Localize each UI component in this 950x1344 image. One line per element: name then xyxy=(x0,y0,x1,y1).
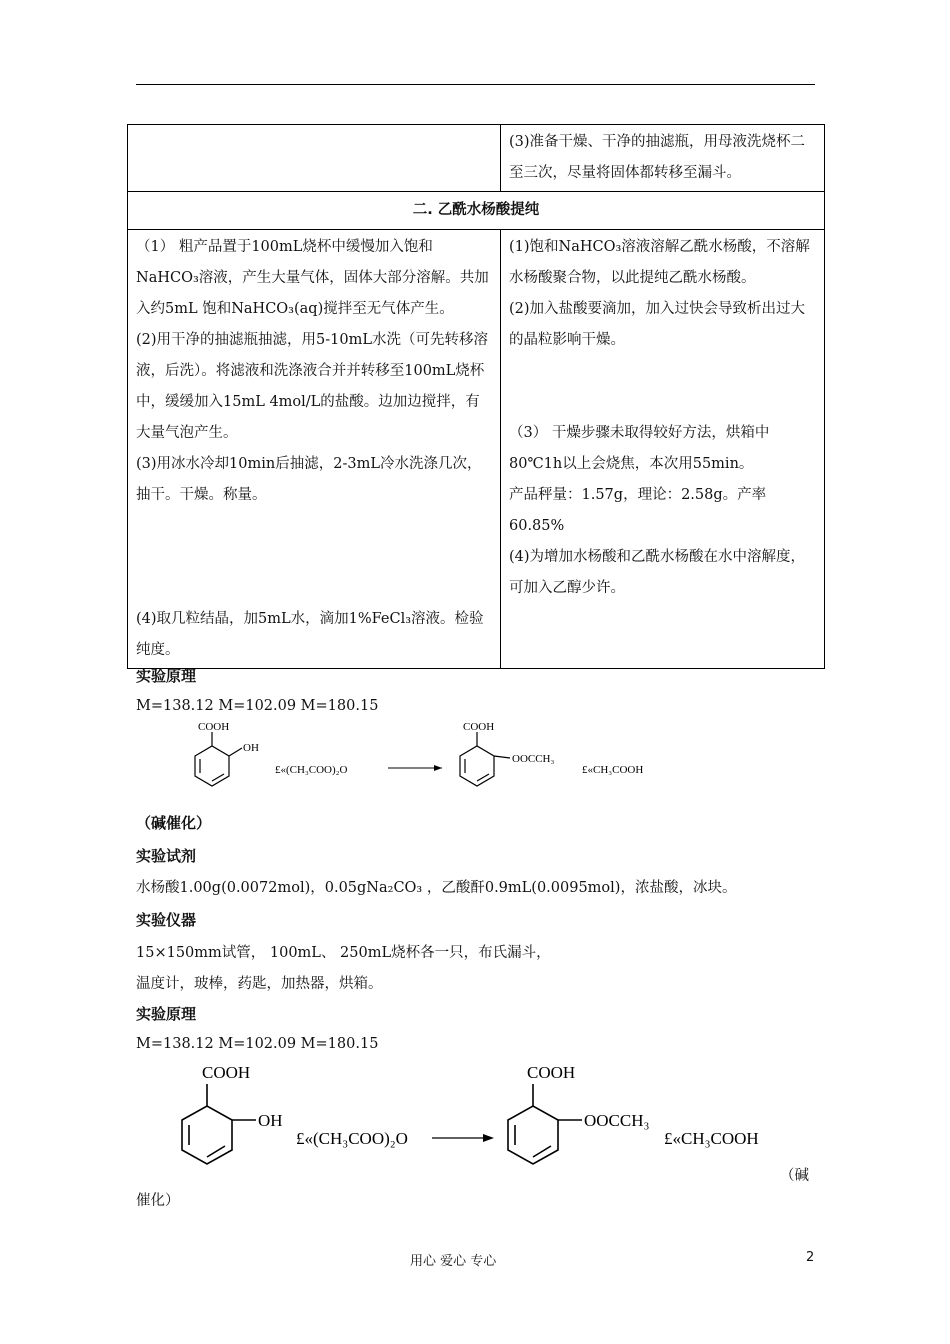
table-cell-left xyxy=(128,230,501,669)
footer-motto: 用心 爱心 专心 xyxy=(410,1254,497,1269)
note-1-text: (1)饱和NaHCO₃溶液溶解乙酰水杨酸，不溶解水杨酸聚合物，以此提纯乙酰水杨酸。 xyxy=(509,239,810,286)
reagent-label: £«(CH₃COO)₂O xyxy=(275,764,348,776)
salicylic-acid-structure xyxy=(195,721,259,786)
molar-mass-line: M=138.12 M=102.09 M=180.15 xyxy=(136,698,379,714)
page-number: 2 xyxy=(806,1250,815,1265)
catalyst-note-2a: （碱 xyxy=(780,1168,809,1184)
cooh-label: COOH xyxy=(198,721,230,733)
aspirin-structure xyxy=(460,721,555,786)
cooh-label: COOH xyxy=(527,1063,576,1082)
table-cell-empty xyxy=(128,125,501,192)
procedure-table xyxy=(127,124,825,669)
step-2-text: (2)用干净的抽滤瓶抽滤，用5-10mL水洗（可先转移溶液，后洗）。将滤液和洗涤液合并并转移至100mL烧杯中，缓缓加入15mL 4mol/L的盐酸。边加边搅拌，有大量气泡产生。 xyxy=(136,332,488,441)
principle-heading-2: 实验原理 xyxy=(136,1005,197,1023)
note-3-text: （3） 干燥步骤未取得较好方法，烘箱中80℃1h以上会烧焦，本次用55min。 xyxy=(509,425,770,472)
byproduct-label: £«CH₃COOH xyxy=(582,764,644,776)
reagents-heading: 实验试剂 xyxy=(136,847,197,865)
arrow-icon xyxy=(483,1134,494,1142)
note-2-text: (2)加入盐酸要滴加，加入过快会导致析出过大的晶粒影响干燥。 xyxy=(509,301,806,348)
reaction-scheme-small xyxy=(170,718,690,798)
instruments-line-2: 温度计，玻棒，药匙，加热器，烘箱。 xyxy=(136,976,383,992)
cooh-label: COOH xyxy=(463,721,495,733)
cooh-label: COOH xyxy=(202,1063,251,1082)
section-title: 二. 乙酰水杨酸提纯 xyxy=(128,192,825,230)
catalyst-note: （碱催化） xyxy=(136,814,212,832)
principle-heading: 实验原理 xyxy=(136,667,197,685)
note-4-text: (4)为增加水杨酸和乙酰水杨酸在水中溶解度，可加入乙醇少许。 xyxy=(509,549,806,596)
arrow-icon xyxy=(434,765,442,771)
byproduct-label: £«CH₃COOH xyxy=(664,1129,759,1148)
salicylic-acid-structure xyxy=(182,1063,283,1164)
table-row xyxy=(128,230,825,669)
oh-label: OH xyxy=(243,742,259,754)
reaction-scheme-large xyxy=(170,1058,810,1178)
step-3-text: (3)用冰水冷却10min后抽滤，2-3mL冷水洗涤几次，抽干。干燥。称量。 xyxy=(136,456,482,503)
molar-mass-line-2: M=138.12 M=102.09 M=180.15 xyxy=(136,1036,379,1052)
reagent-label: £«(CH₃COO)₂O xyxy=(296,1129,408,1148)
table-row xyxy=(128,125,825,192)
table-cell xyxy=(501,125,825,192)
table-cell-right xyxy=(501,230,825,669)
instruments-line-1: 15×150mm试管， 100mL、 250mL烧杯各一只，布氏漏斗， xyxy=(136,945,551,961)
aspirin-structure xyxy=(508,1063,650,1164)
step-1-text: （1） 粗产品置于100mL烧杯中缓慢加入饱和NaHCO₃溶液，产生大量气体，固体大部分溶解。共加入约5mL 饱和NaHCO₃(aq)搅拌至无气体产生。 xyxy=(136,239,489,317)
oh-label: OH xyxy=(258,1111,283,1130)
yield-text: 产品秤量：1.57g，理论：2.58g。产率60.85% xyxy=(509,487,767,534)
instruments-heading: 实验仪器 xyxy=(136,911,197,929)
product-group-label: OOCCH₃ xyxy=(584,1111,650,1130)
reagents-text: 水杨酸1.00g(0.0072mol)，0.05gNa₂CO₃ ，乙酸酐0.9mL(0.0095mol)，浓盐酸，冰块。 xyxy=(136,880,737,896)
product-group-label: OOCCH₃ xyxy=(512,753,555,765)
catalyst-note-2b: 催化） xyxy=(136,1193,180,1209)
step-4-text: (4)取几粒结晶，加5mL水，滴加1%FeCl₃溶液。检验纯度。 xyxy=(136,611,484,658)
header-rule xyxy=(136,84,815,85)
table-row xyxy=(128,192,825,230)
cell-text: (3)准备干燥、干净的抽滤瓶，用母液洗烧杯二至三次，尽量将固体都转移至漏斗。 xyxy=(509,134,806,181)
